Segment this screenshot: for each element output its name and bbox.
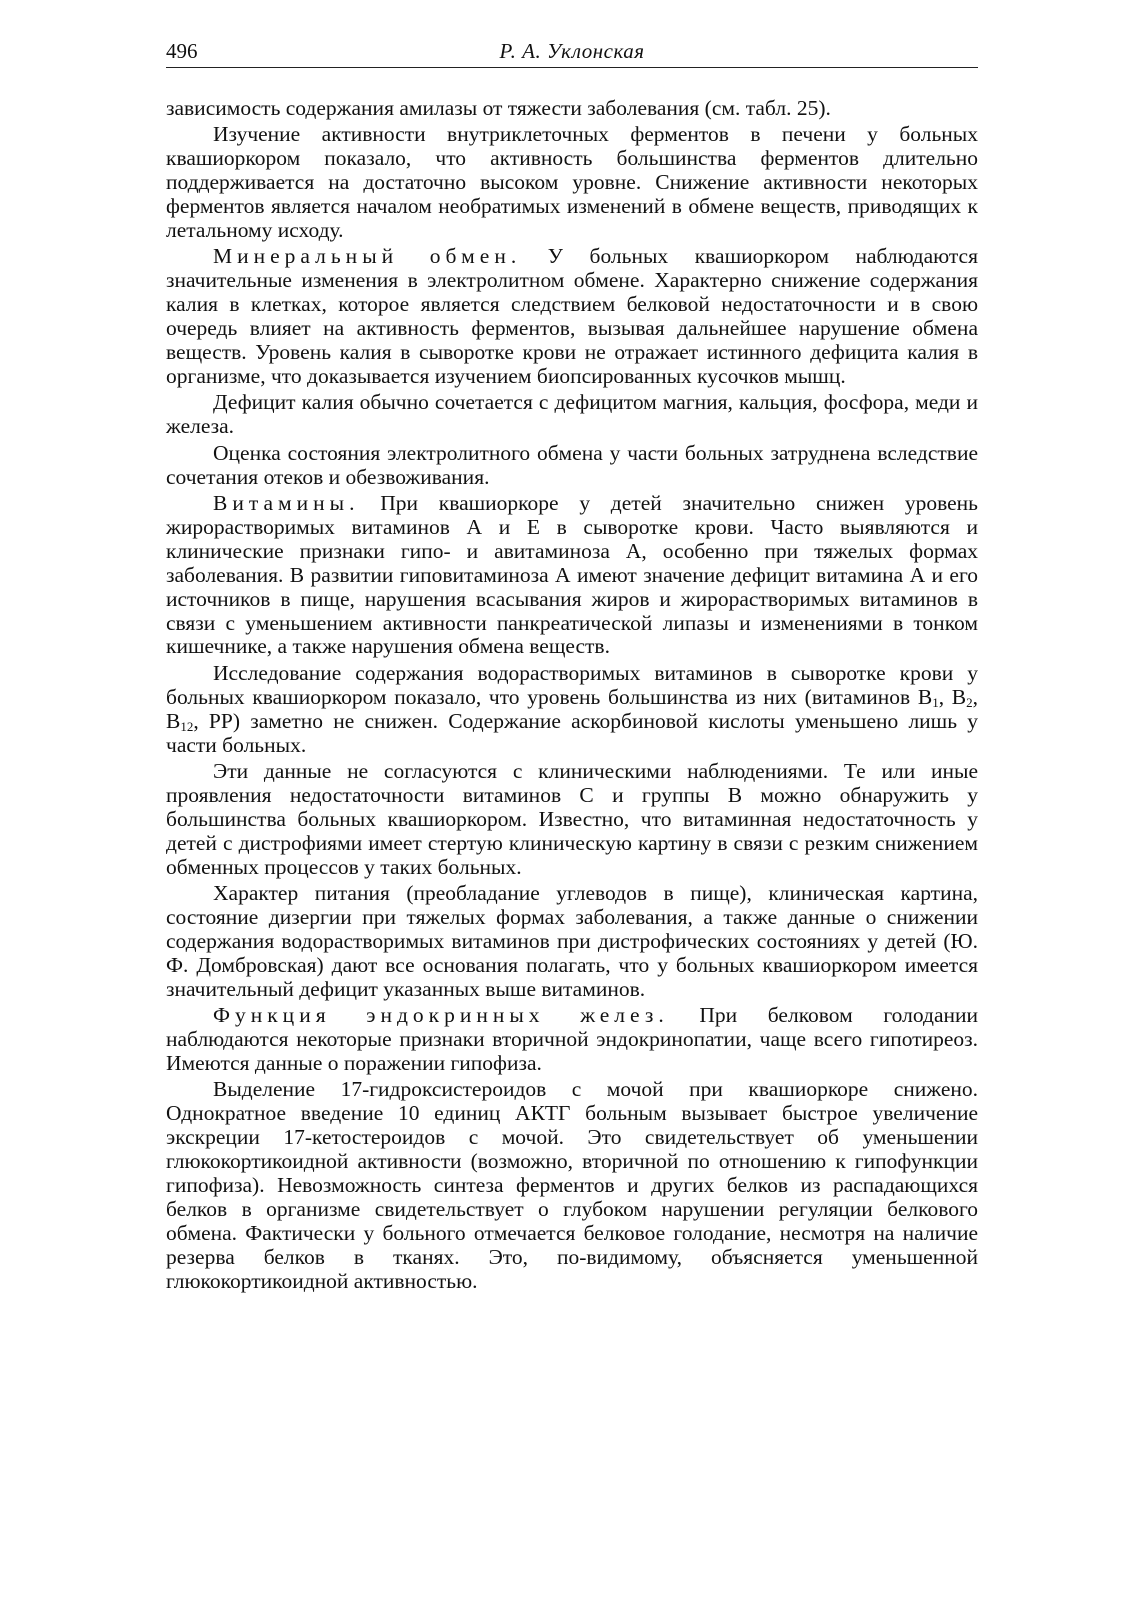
paragraph-9: Характер питания (преобладание углеводов в пище), клиническая картина, состояние дизергии при тяжелых формах заболевания, а также данные о снижении содержания водорастворимых витаминов при дистрофических состояниях у детей (Ю. Ф. Домбровская) дают все основания полагать, что у больных квашиоркором имеется значительный дефицит указанных выше витаминов. bbox=[166, 881, 978, 1001]
paragraph-10-text: При белковом голодании наблюдаются некоторые признаки вторичной эндокринопатии, чаще всего гипотиреоз. Имеются данные о поражении гипофиза. bbox=[166, 1003, 979, 1075]
paragraph-7-part-b: , В bbox=[938, 684, 967, 709]
paragraph-7-part-c: , В bbox=[166, 684, 978, 733]
paragraph-4: Дефицит калия обычно сочетается с дефицитом магния, кальция, фосфора, меди и железа. bbox=[166, 390, 978, 439]
body-text bbox=[166, 97, 978, 1296]
subscript-b2: 2 bbox=[966, 694, 973, 710]
paragraph-8: Эти данные не согласуются с клиническими наблюдениями. Те или иные проявления недостаточности витаминов С и группы В можно обнаружить у большинства больных квашиоркором. Известно, что витаминная недостаточность у детей с дистрофиями имеет стертую клиническую картину в связи с резким снижением обменных процессов у таких больных. bbox=[166, 758, 978, 879]
paragraph-mineral-exchange bbox=[166, 245, 978, 388]
paragraph-1: зависимость содержания амилазы от тяжести заболевания (см. табл. 25). bbox=[166, 96, 831, 120]
paragraph-7-part-d: , РР) заметно не снижен. Содержание аскорбиновой кислоты уменьшено лишь у части больных. bbox=[166, 708, 978, 757]
paragraph-6-text: При квашиоркоре у детей значительно снижен уровень жирорастворимых витаминов А и Е в сыворотке крови. Часто выявляются и клинические признаки гипо- и авитаминоза А, особенно при тяжелых формах заболевания. В развитии гиповитаминоза А имеют значение дефицит витамина А и его источников в пище, нарушения всасывания жиров и жирорастворимых витаминов в связи с уменьшением активности панкреатической липазы и изменениями в тонком кишечнике, а также нарушения обмена веществ. bbox=[166, 491, 978, 659]
subscript-b1: 1 bbox=[932, 694, 939, 710]
paragraph-3-text: У больных квашиоркором наблюдаются значительные изменения в электролитном обмене. Характерно снижение содержания калия в клетках, которое является следствием белковой недостаточности и в свою очередь влияет на активность ферментов, вызывая дальнейшее нарушение обмена веществ. Уровень калия в сыворотке крови не отражает истинного дефицита калия в организме, что доказывается изучением биопсированных кусочков мышц. bbox=[166, 244, 978, 388]
subscript-b12: 12 bbox=[180, 718, 194, 734]
paragraph-vitamins bbox=[166, 492, 978, 659]
section-heading-vitamins: Витамины. bbox=[213, 491, 360, 515]
paragraph-endocrine bbox=[166, 1004, 978, 1076]
paragraph-11: Выделение 17-гидроксистероидов с мочой при квашиоркоре снижено. Однократное введение 10 единиц АКТГ больным вызывает быстрое увеличение экскреции 17-кетостероидов с мочой. Это свидетельствует об уменьшении глюкокортикоидной активности (возможно, вторичной по отношению к гипофункции гипофиза). Невозможность синтеза ферментов и других белков из распадающихся белков в организме свидетельствует о глубоком нарушении регуляции белкового обмена. Фактически у больного отмечается белковое голодание, несмотря на наличие резерва белков в тканях. Это, по-видимому, объясняется уменьшенной глюкокортикоидной активностью. bbox=[166, 1077, 978, 1293]
paragraph-2: Изучение активности внутриклеточных ферментов в печени у больных квашиоркором показало, что активность большинства ферментов длительно поддерживается на достаточно высоком уровне. Снижение активности некоторых ферментов является началом необратимых изменений в обмене веществ, приводящих к летальному исходу. bbox=[166, 122, 978, 243]
paragraph-7-part-a: Исследование содержания водорастворимых витаминов в сыворотке крови у больных квашиоркором показало, что уровень большинства из них (витаминов В bbox=[166, 660, 978, 709]
page-header bbox=[166, 40, 978, 68]
running-head: Р. А. Уклонская bbox=[499, 39, 645, 63]
paragraph-7 bbox=[166, 662, 978, 758]
page-number: 496 bbox=[166, 39, 198, 63]
section-heading-mineral-exchange: Минеральный обмен. bbox=[213, 244, 522, 269]
paragraph-5: Оценка состояния электролитного обмена у части больных затруднена вследствие сочетания отеков и обезвоживания. bbox=[166, 440, 978, 489]
section-heading-endocrine: Функция эндокринных желез. bbox=[213, 1003, 669, 1028]
